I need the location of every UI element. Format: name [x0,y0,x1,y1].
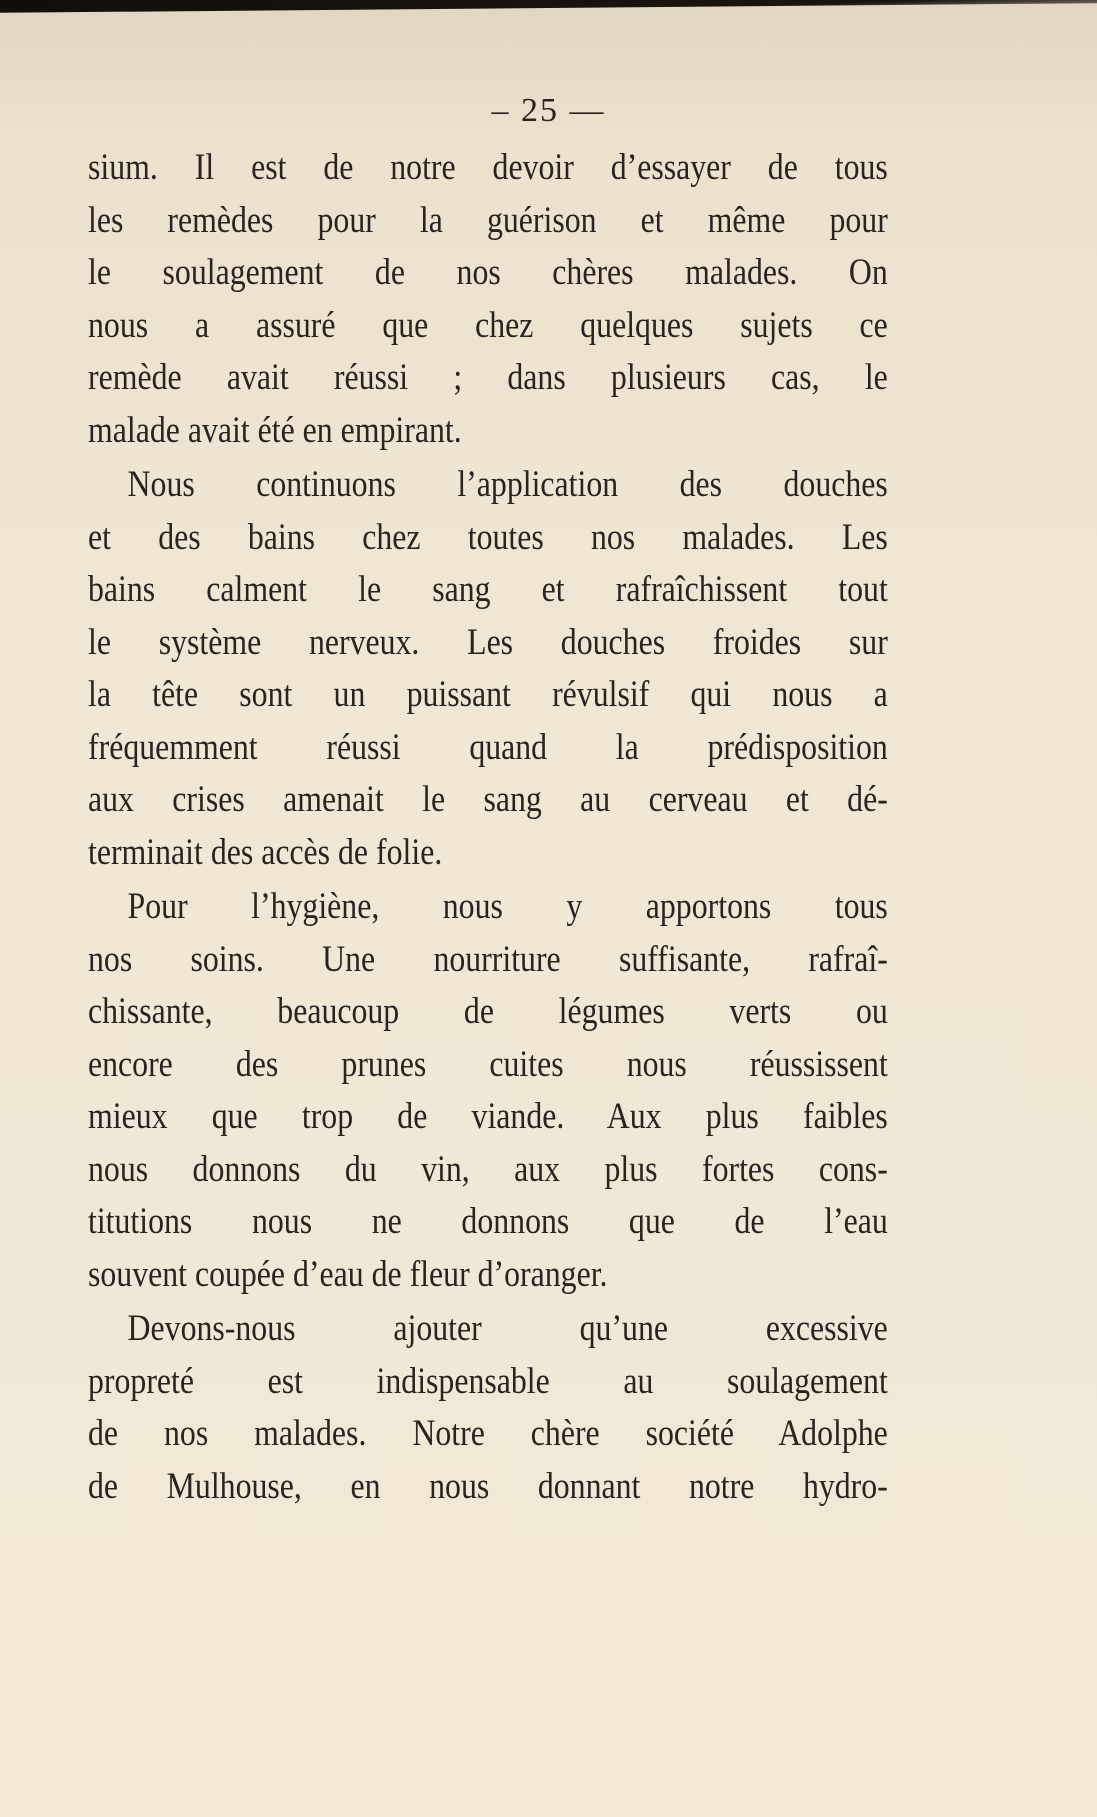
text-line: le système nerveux. Les douches froides sur [88,621,888,663]
text-line: de Mulhouse, en nous donnant notre hydro- [88,1465,888,1507]
text-line: la tête sont un puissant révulsif qui nous a [88,674,888,715]
text-line: bains calment le sang et rafraîchissent tout [88,569,888,610]
text-line: Pour l’hygiène, nous y apportons tous [127,886,888,927]
text-line: encore des prunes cuites nous réussissent [88,1043,888,1085]
paragraph [88,1303,888,1513]
text-line: et des bains chez toutes nos malades. Les [88,516,888,558]
text-line: mieux que trop de viande. Aux plus faibles [88,1096,888,1137]
paragraph [88,881,888,1301]
text-line: aux crises amenait le sang au cerveau et dé- [88,779,888,820]
text-line: souvent coupée d’eau de fleur d’oranger. [88,1253,608,1295]
text-line: Devons-nous ajouter qu’une excessive [127,1308,888,1349]
text-line: de nos malades. Notre chère société Adolphe [88,1413,888,1454]
text-line: nous a assuré que chez quelques sujets ce [88,304,888,346]
body-text [88,142,888,1515]
paragraph [88,142,888,457]
text-line: fréquemment réussi quand la prédisposition [88,726,888,768]
text-line: nos soins. Une nourriture suffisante, rafraî- [88,938,888,980]
paragraph [88,459,888,879]
page-top-shadow [0,0,1097,16]
text-line: chissante, beaucoup de légumes verts ou [88,991,888,1032]
text-line: remède avait réussi ; dans plusieurs cas, le [88,357,888,398]
page-number: – 25 — [491,92,606,129]
text-line: malade avait été en empirant. [88,409,462,451]
text-line: le soulagement de nos chères malades. On [88,252,888,293]
text-line: nous donnons du vin, aux plus fortes cons- [88,1148,888,1190]
text-line: Nous continuons l’application des douches [127,464,888,505]
text-line: propreté est indispensable au soulagement [88,1360,888,1402]
text-line: sium. Il est de notre devoir d’essayer de tous [88,147,888,188]
text-line: les remèdes pour la guérison et même pour [88,199,888,241]
text-line: terminait des accès de folie. [88,831,443,873]
text-line: titutions nous ne donnons que de l’eau [88,1201,888,1242]
